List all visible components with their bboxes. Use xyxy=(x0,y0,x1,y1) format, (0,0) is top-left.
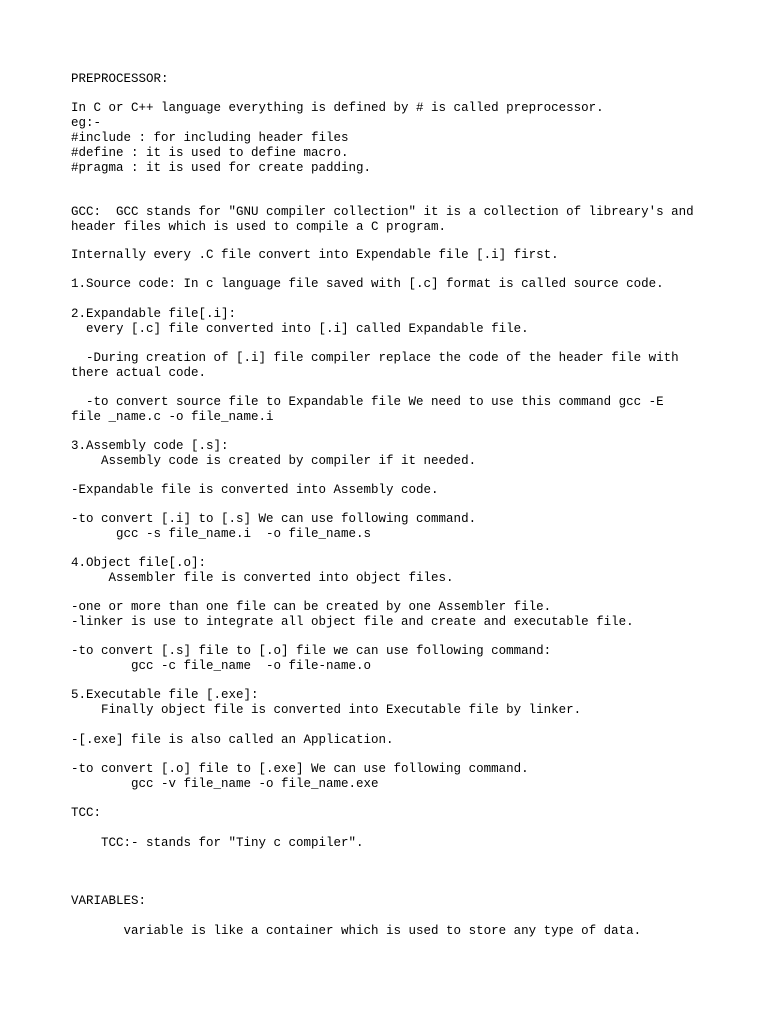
text-line: -to convert [.o] file to [.exe] We can use following command. xyxy=(71,762,529,776)
text-line: -to convert source file to Expandable file We need to use this command gcc -E xyxy=(71,395,664,409)
heading-tcc: TCC: xyxy=(71,806,102,820)
text-line: gcc -v file_name -o file_name.exe xyxy=(71,777,379,791)
text-line: Assembler file is converted into object files. xyxy=(71,571,454,585)
text-line: file _name.c -o file_name.i xyxy=(71,410,274,424)
text-line: 4.Object file[.o]: xyxy=(71,556,207,570)
text-line: there actual code. xyxy=(71,366,207,380)
text-line: 3.Assembly code [.s]: xyxy=(71,439,229,453)
text-line: every [.c] file converted into [.i] called Expandable file. xyxy=(71,322,529,336)
text-line: #pragma : it is used for create padding. xyxy=(71,161,372,175)
text-line: -linker is use to integrate all object file and create and executable file. xyxy=(71,615,634,629)
text-line: 5.Executable file [.exe]: xyxy=(71,688,259,702)
text-line: -one or more than one file can be created by one Assembler file. xyxy=(71,600,552,614)
text-line: GCC: GCC stands for "GNU compiler collection" it is a collection of libreary's and xyxy=(71,205,694,219)
text-line: #include : for including header files xyxy=(71,131,349,145)
text-line: Internally every .C file convert into Expendable file [.i] first. xyxy=(71,248,559,262)
text-line: gcc -c file_name -o file-name.o xyxy=(71,659,372,673)
text-line: -During creation of [.i] file compiler replace the code of the header file with xyxy=(71,351,679,365)
text-line: 2.Expandable file[.i]: xyxy=(71,307,237,321)
text-line: -[.exe] file is also called an Application. xyxy=(71,733,394,747)
text-line: eg:- xyxy=(71,116,102,130)
text-line: #define : it is used to define macro. xyxy=(71,146,349,160)
text-line: Finally object file is converted into Executable file by linker. xyxy=(71,703,582,717)
text-line: -Expandable file is converted into Assembly code. xyxy=(71,483,439,497)
text-line: -to convert [.i] to [.s] We can use following command. xyxy=(71,512,477,526)
text-line: header files which is used to compile a C program. xyxy=(71,220,447,234)
text-line: -to convert [.s] file to [.o] file we can use following command: xyxy=(71,644,552,658)
text-line: Assembly code is created by compiler if it needed. xyxy=(71,454,477,468)
heading-variables: VARIABLES: xyxy=(71,894,147,908)
text-line: variable is like a container which is used to store any type of data. xyxy=(71,924,642,938)
heading-preprocessor: PREPROCESSOR: xyxy=(71,72,169,86)
text-line: gcc -s file_name.i -o file_name.s xyxy=(71,527,372,541)
text-line: 1.Source code: In c language file saved with [.c] format is called source code. xyxy=(71,277,664,291)
text-line: TCC:- stands for "Tiny c compiler". xyxy=(71,836,364,850)
text-line: In C or C++ language everything is defined by # is called preprocessor. xyxy=(71,101,604,115)
